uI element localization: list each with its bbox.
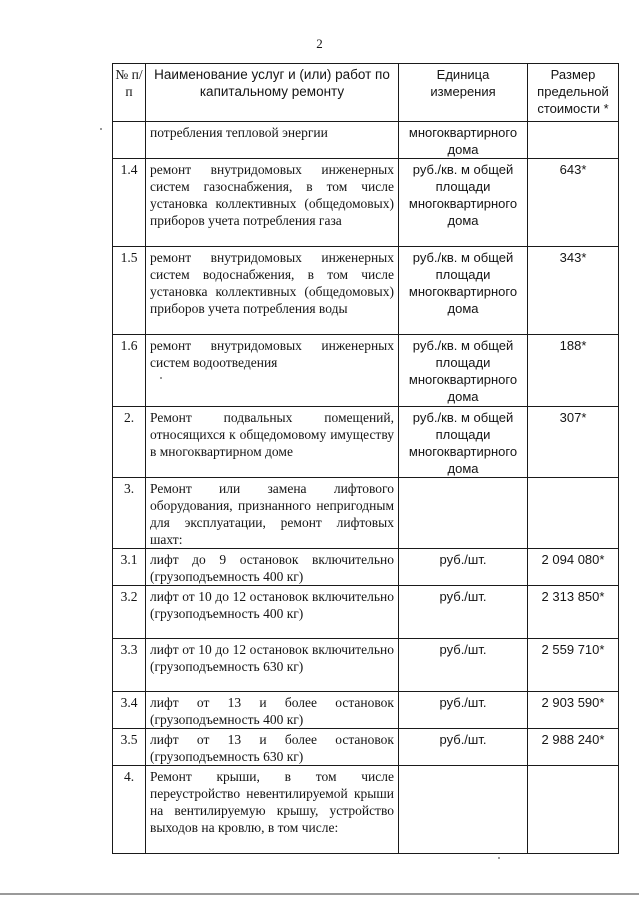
table-row xyxy=(113,639,619,692)
row-cost xyxy=(528,766,619,854)
row-cost: 2 988 240* xyxy=(528,729,619,766)
page-number: 2 xyxy=(316,36,323,51)
row-name: ремонт внутридомовых инженерных систем газоснабжения, в том числе установка коллективных (общедомовых) приборов учета потребления газа xyxy=(146,159,399,247)
scan-speck xyxy=(100,128,102,130)
row-unit xyxy=(399,766,528,854)
row-cost: 2 094 080* xyxy=(528,549,619,586)
header-cost: Размер предельной стоимости * xyxy=(528,64,619,122)
row-num: 1.4 xyxy=(113,159,146,247)
scan-speck xyxy=(160,377,162,379)
table-row xyxy=(113,478,619,549)
row-num: 3.2 xyxy=(113,586,146,639)
row-cost: 343* xyxy=(528,247,619,335)
table-row xyxy=(113,247,619,335)
row-num: 1.5 xyxy=(113,247,146,335)
row-unit: руб./шт. xyxy=(399,639,528,692)
header-num: № п/п xyxy=(113,64,146,122)
row-unit: руб./шт. xyxy=(399,692,528,729)
scan-edge-line xyxy=(0,893,639,895)
row-unit: руб./шт. xyxy=(399,729,528,766)
row-name: Ремонт или замена лифтового оборудования, признанного непригодным для эксплуатации, ремонт лифтовых шахт: xyxy=(146,478,399,549)
row-name: лифт от 10 до 12 остановок включительно (грузоподъемность 400 кг) xyxy=(146,586,399,639)
table-row xyxy=(113,122,619,159)
row-name: ремонт внутридомовых инженерных систем водоотведения xyxy=(146,335,399,407)
cost-table xyxy=(112,63,619,854)
row-unit: руб./шт. xyxy=(399,586,528,639)
row-cost: 2 903 590* xyxy=(528,692,619,729)
row-cost: 2 313 850* xyxy=(528,586,619,639)
scan-speck xyxy=(498,857,500,859)
row-cost: 307* xyxy=(528,407,619,478)
table-row xyxy=(113,766,619,854)
table-row xyxy=(113,335,619,407)
table-row xyxy=(113,407,619,478)
row-unit: руб./кв. м общей площади многоквартирного дома xyxy=(399,159,528,247)
table-row xyxy=(113,586,619,639)
row-cost: 188* xyxy=(528,335,619,407)
row-unit: руб./шт. xyxy=(399,549,528,586)
table-row xyxy=(113,729,619,766)
row-num: 1.6 xyxy=(113,335,146,407)
row-cost xyxy=(528,478,619,549)
row-name: лифт до 9 остановок включительно (грузоподъемность 400 кг) xyxy=(146,549,399,586)
row-unit: руб./кв. м общей площади многоквартирного дома xyxy=(399,407,528,478)
row-unit: руб./кв. м общей площади многоквартирного дома xyxy=(399,335,528,407)
row-num: 3. xyxy=(113,478,146,549)
table-row xyxy=(113,692,619,729)
row-unit xyxy=(399,478,528,549)
row-name: потребления тепловой энергии xyxy=(146,122,399,159)
row-name: лифт от 13 и более остановок (грузоподъемность 400 кг) xyxy=(146,692,399,729)
row-num: 3.4 xyxy=(113,692,146,729)
table-header-row xyxy=(113,64,619,122)
row-num: 3.5 xyxy=(113,729,146,766)
row-num: 4. xyxy=(113,766,146,854)
row-name: лифт от 10 до 12 остановок включительно (грузоподъемность 630 кг) xyxy=(146,639,399,692)
row-cost: 643* xyxy=(528,159,619,247)
header-name: Наименование услуг и (или) работ по капитальному ремонту xyxy=(146,64,399,122)
header-unit: Единица измерения xyxy=(399,64,528,122)
table-row xyxy=(113,549,619,586)
row-name: лифт от 13 и более остановок (грузоподъемность 630 кг) xyxy=(146,729,399,766)
row-name: ремонт внутридомовых инженерных систем водоснабжения, в том числе установка коллективных (общедомовых) приборов учета потребления воды xyxy=(146,247,399,335)
row-unit: руб./кв. м общей площади многоквартирного дома xyxy=(399,247,528,335)
row-cost: 2 559 710* xyxy=(528,639,619,692)
row-cost xyxy=(528,122,619,159)
row-num: 2. xyxy=(113,407,146,478)
row-num: 3.1 xyxy=(113,549,146,586)
row-num: 3.3 xyxy=(113,639,146,692)
row-unit: многоквартирного дома xyxy=(399,122,528,159)
table-row xyxy=(113,159,619,247)
row-name: Ремонт подвальных помещений, относящихся к общедомовому имуществу в многоквартирном доме xyxy=(146,407,399,478)
row-name: Ремонт крыши, в том числе переустройство невентилируемой крыши на вентилируемую крышу, устройство выходов на кровлю, в том числе: xyxy=(146,766,399,854)
row-num xyxy=(113,122,146,159)
